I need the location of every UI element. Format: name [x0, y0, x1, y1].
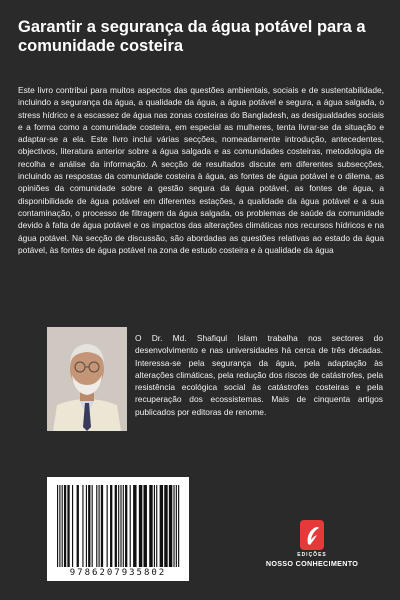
book-title: Garantir a segurança da água potável para a comunidade costeira: [18, 18, 366, 55]
barcode-bar: [86, 485, 87, 567]
barcode-bar: [62, 485, 63, 567]
barcode-bar: [96, 485, 97, 567]
barcode-bar: [59, 485, 60, 567]
book-description: Este livro contribui para muitos aspectos das questões ambientais, sociais e de sustentabilidade, incluindo a segurança da água, a qualidade da água, a água potável e segura, a água salgada, o stress hídrico e a escassez de água nas zonas costeiras do Bangladesh, as desigualdades sociais e a forma como a comunidade costeira, em especial as mulheres, tenta livrar-se da situação e adaptar-se a ela. Este livro inclui várias secções, nomeadamente introdução, antecedentes, objectivos, literatura anterior sobre a água salgada e as comunidades costeiras, metodologia de recolha e análise da informação. A secção de resultados discute em diferentes subsecções, incluindo as respostas da comunidade costeira à água, as fontes de água potável e o dilema, as opiniões da comunidade sobre a gestão segura da água potável, as fontes de água, a disponibilidade de água potável em diferentes estações, a qualidade da água potável e a sua contaminação, o processo de filtragem da água salgada, os problemas de saúde da comunidade devido à falta de água potável e os impactos das alterações climáticas nos recursos hídricos e na água potável. Na secção de discussão, são abordadas as questões relativas ao estado da água potável, às fontes de água potável na zona de estudo costeira e à qualidade da água: [18, 85, 384, 255]
barcode-bar: [143, 485, 146, 567]
barcode-bar: [164, 485, 167, 567]
barcode-bar: [173, 485, 174, 567]
publisher-logo-icon: [300, 520, 324, 550]
barcode-bar: [160, 485, 163, 567]
barcode-bar: [178, 485, 179, 567]
barcode-bar: [115, 485, 117, 567]
barcode-bar: [77, 485, 79, 567]
barcode-bar: [154, 485, 155, 567]
barcode-bar: [118, 485, 119, 567]
barcode-number: 9786207935802: [69, 568, 167, 578]
barcode-bar: [67, 485, 69, 567]
barcode-bar: [176, 485, 177, 567]
barcode-bar: [110, 485, 112, 567]
author-photo: [47, 327, 127, 431]
barcode-bar: [72, 485, 73, 567]
barcode: [47, 477, 189, 581]
barcode-bar: [156, 485, 157, 567]
barcode-bar: [99, 485, 100, 567]
barcode-bar: [169, 485, 172, 567]
barcode-bar: [107, 485, 108, 567]
barcode-bar: [64, 485, 66, 567]
barcode-bar: [130, 485, 131, 567]
barcode-bar: [92, 485, 93, 567]
barcode-bar: [88, 485, 90, 567]
publisher-name: NOSSO CONHECIMENTO: [265, 559, 359, 568]
author-bio: O Dr. Md. Shafiqul Islam trabalha nos sectores do desenvolvimento e nas universidades há cerca de três décadas. Interessa-se pela segurança da água, pela adaptação às alterações climáticas, pela redução dos riscos de catástrofes, pela resistência ecológica social às catástrofes costeiras e pela recuperação dos ecossistemas. Mais de cinquenta artigos publicados por editoras de renome.: [135, 333, 383, 417]
barcode-bar: [120, 485, 121, 567]
barcode-bar: [123, 485, 124, 567]
barcode-bar: [125, 485, 127, 567]
barcode-bar: [57, 485, 58, 567]
barcode-bar: [101, 485, 103, 567]
barcode-bar: [82, 485, 83, 567]
barcode-bar: [149, 485, 152, 567]
barcode-bar: [133, 485, 136, 567]
publisher-label: EDIÇÕES: [297, 552, 327, 558]
barcode-bars: [55, 485, 181, 567]
barcode-bar: [139, 485, 142, 567]
